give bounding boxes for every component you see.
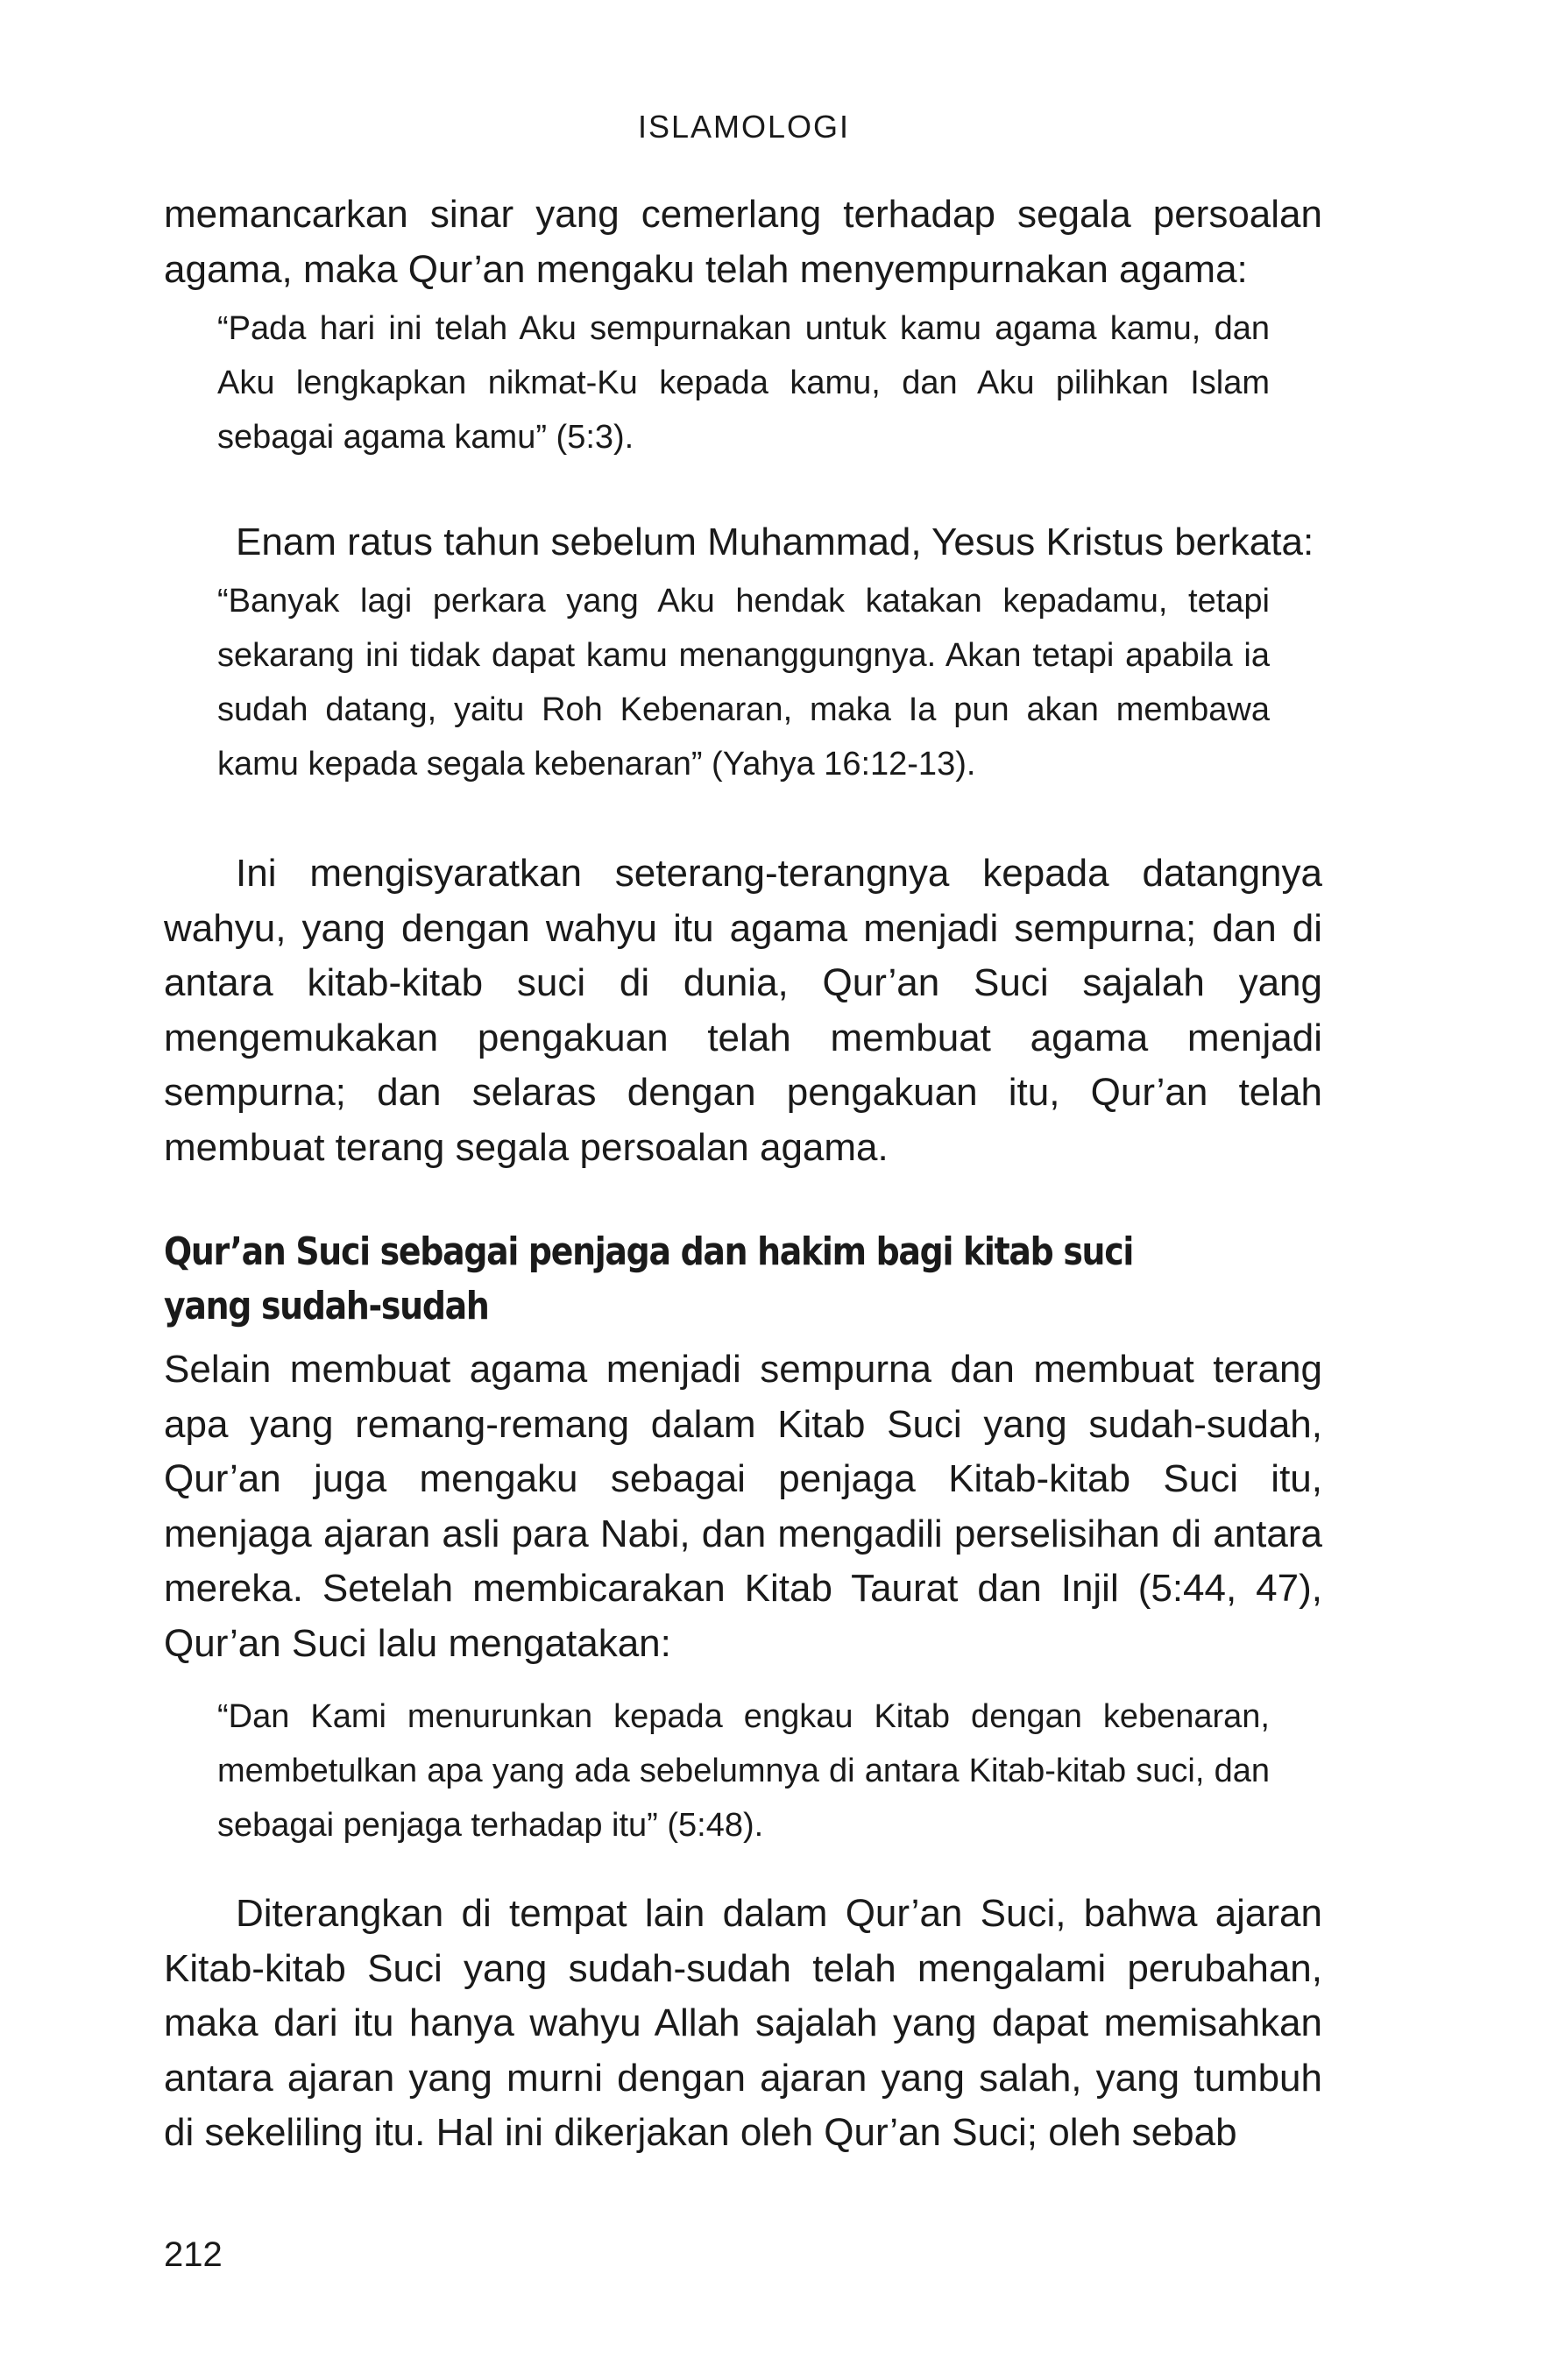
quote-yahya-16: “Banyak lagi perkara yang Aku hendak katakan kepadamu, tetapi sekarang ini tidak dapat kamu menanggungnya. Akan tetapi apabila ia sudah datang, yaitu Roh Kebenaran, maka Ia pun akan membawa kamu kepada segala kebenaran” (Yahya 16:12-13). — [217, 583, 1270, 783]
quote-qs-5-48: “Dan Kami menurunkan kepada engkau Kitab dengan kebenaran, membetulkan apa yang ada sebelumnya di antara Kitab-kitab suci, dan sebagai penjaga terhadap itu” (5:48). — [217, 1698, 1270, 1844]
running-head: ISLAMOLOGI — [637, 109, 851, 145]
paragraph-4: Selain membuat agama menjadi sempurna dan membuat terang apa yang remang-remang dalam Kitab Suci yang sudah-sudah, Qur’an juga mengaku sebagai penjaga Kitab-kitab Suci itu, menjaga ajaran asli para Nabi, dan mengadili perselisihan di antara mereka. Setelah membicarakan Kitab Taurat dan Injil (5:44, 47), Qur’an Suci lalu mengatakan: — [164, 1348, 1322, 1665]
page-number: 212 — [164, 2235, 223, 2274]
paragraph-5: Diterangkan di tempat lain dalam Qur’an Suci, bahwa ajaran Kitab-kitab Suci yang sudah-sudah telah mengalami perubahan, maka dari itu hanya wahyu Allah sajalah yang dapat memisahkan antara ajaran yang murni dengan ajaran yang salah, yang tumbuh di sekeliling itu. Hal ini dikerjakan oleh Qur’an Suci; oleh sebab — [164, 1892, 1322, 2154]
paragraph-2: Enam ratus tahun sebelum Muhammad, Yesus Kristus berkata: — [236, 521, 1314, 563]
section-heading: Qur’an Suci sebagai penjaga dan hakim bagi kitab suci yang sudah-sudah — [164, 1229, 1134, 1328]
paragraph-1: memancarkan sinar yang cemerlang terhadap segala persoalan agama, maka Qur’an mengaku telah menyempurnakan agama: — [164, 193, 1322, 291]
paragraph-3: Ini mengisyaratkan seterang-terangnya kepada datangnya wahyu, yang dengan wahyu itu agama menjadi sempurna; dan di antara kitab-kitab suci di dunia, Qur’an Suci sajalah yang mengemukakan pengakuan telah membuat agama menjadi sempurna; dan selaras dengan pengakuan itu, Qur’an telah membuat terang segala persoalan agama. — [164, 852, 1322, 1169]
quote-qs-5-3: “Pada hari ini telah Aku sempurnakan untuk kamu agama kamu, dan Aku lengkapkan nikmat-Ku kepada kamu, dan Aku pilihkan Islam sebagai agama kamu” (5:3). — [217, 310, 1270, 456]
